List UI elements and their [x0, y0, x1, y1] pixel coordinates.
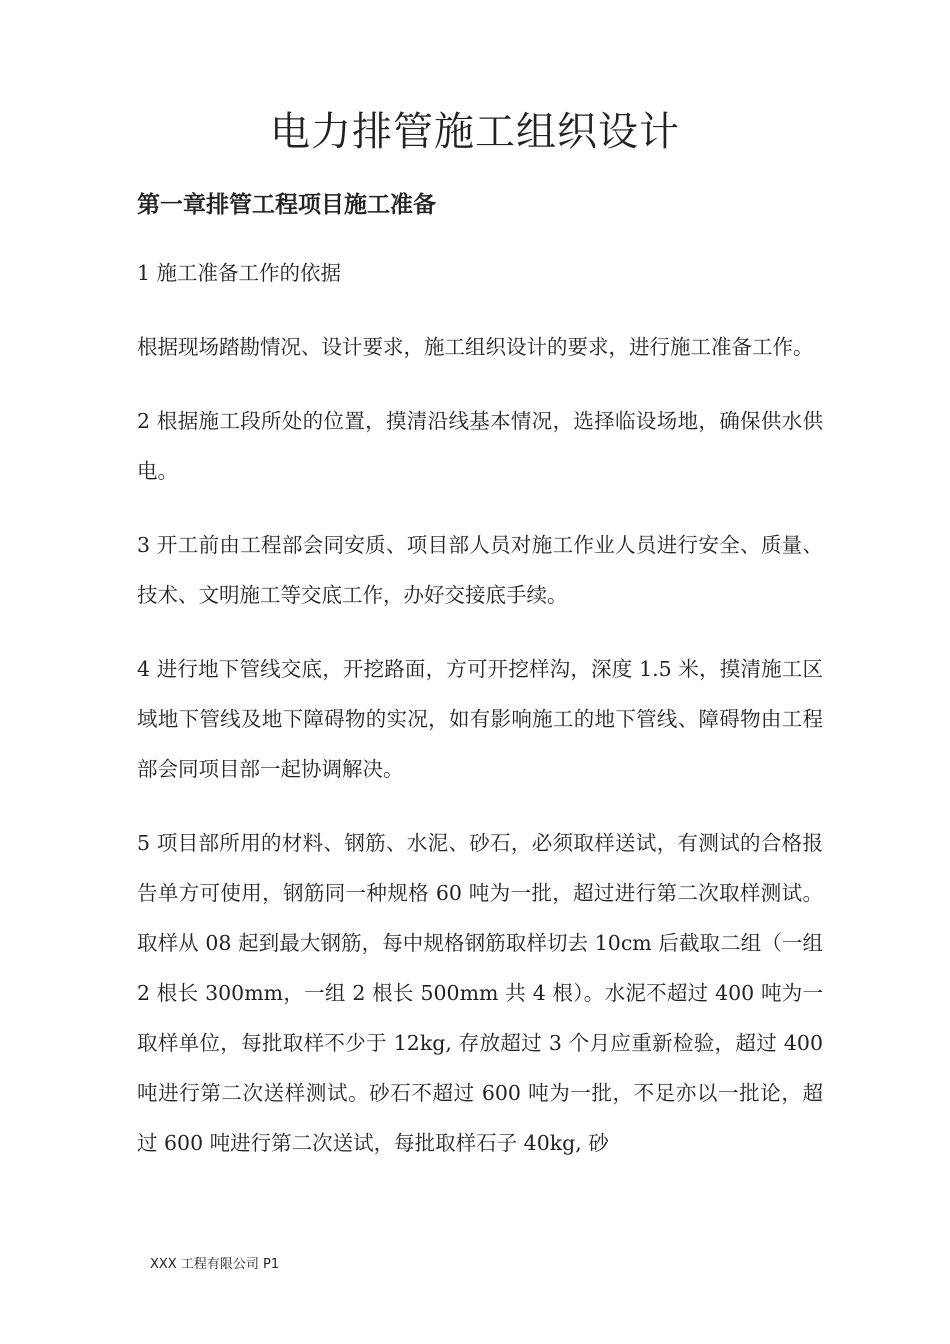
paragraph-4: 3 开工前由工程部会同安质、项目部人员对施工作业人员进行安全、质量、技术、文明施工等交底工作，办好交接底手续。 [137, 533, 823, 607]
paragraph-1: 1 施工准备工作的依据 [137, 261, 342, 285]
document-title: 电力排管施工组织设计 [270, 109, 680, 155]
paragraph-5: 4 进行地下管线交底，开挖路面，方可开挖样沟，深度 1.5 米，摸清施工区域地下管线及地下障碍物的实况，如有影响施工的地下管线、障碍物由工程部会同项目部一起协调解决。 [137, 657, 823, 781]
paragraph-6: 5 项目部所用的材料、钢筋、水泥、砂石，必须取样送试，有测试的合格报告单方可使用，钢筋同一种规格 60 吨为一批，超过进行第二次取样测试。取样从 08 起到最大钢筋，每中规格钢筋取样切去 10cm 后截取二组（一组 2 根长 300mm，一组 2 根长 500mm 共 4 根）。水泥不超过 400 吨为一取样单位，每批取样不少于 12kg, 存放超过 3 个月应重新检验，超过 400 吨进行第二次送样测试。砂石不超过 600 吨为一批，不足亦以一批论，超过 600 吨进行第二次送试，每批取样石子 40kg, 砂 [137, 831, 823, 1155]
paragraph-3: 2 根据施工段所处的位置，摸清沿线基本情况，选择临设场地，确保供水供电。 [137, 409, 823, 483]
paragraph-2: 根据现场踏勘情况、设计要求，施工组织设计的要求，进行施工准备工作。 [137, 335, 814, 359]
document-body [137, 248, 823, 1192]
chapter-heading: 第一章排管工程项目施工准备 [137, 192, 436, 218]
page-footer: XXX 工程有限公司 P1 [150, 1257, 280, 1272]
